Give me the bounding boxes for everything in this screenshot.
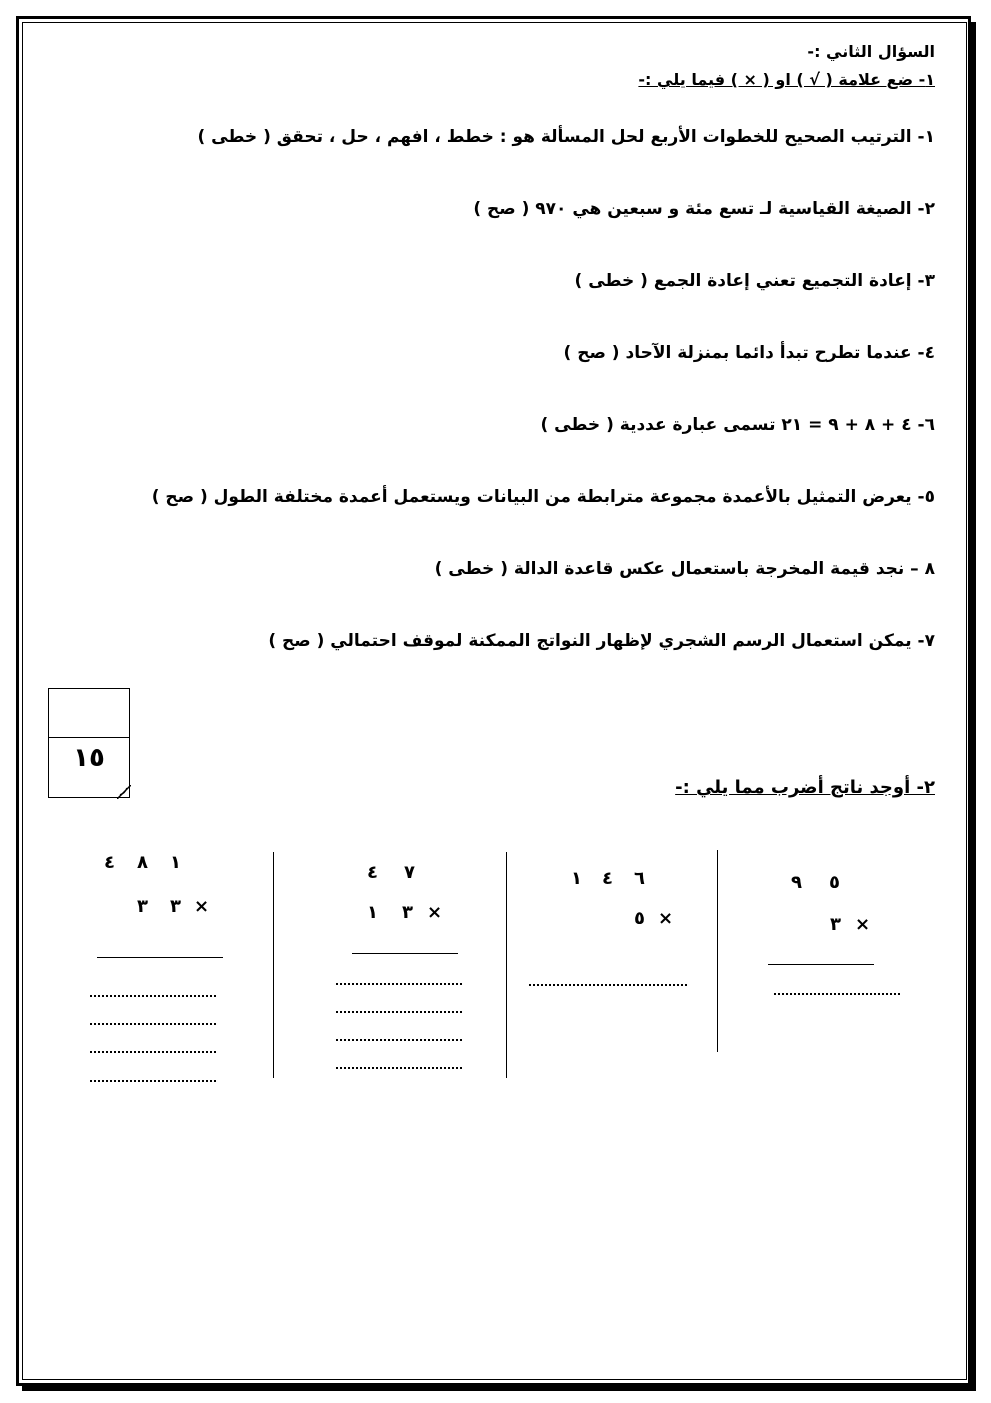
- answer-line: [90, 1080, 216, 1082]
- answer-line: [336, 1011, 462, 1013]
- item-1: ١- الترتيب الصحيح للخطوات الأربع لحل المسألة هو : خطط ، افهم ، حل ، تحقق ( خطى ): [197, 127, 935, 147]
- problem-digit: ٦: [634, 868, 645, 889]
- item-6: ٦- ٤ + ٨ + ٩ = ٢١ تسمى عبارة عددية ( خطى ): [540, 415, 935, 435]
- score-value: ١٥: [73, 743, 105, 773]
- problem-digit: ٣: [170, 896, 181, 917]
- problem-digit: ٥: [829, 872, 840, 893]
- multiply-sign: ×: [855, 914, 871, 935]
- answer-line: [90, 995, 216, 997]
- multiply-sign: ×: [658, 908, 674, 929]
- multiply-sign: ×: [427, 902, 443, 923]
- problem-digit: ٣: [137, 896, 148, 917]
- column-separator: [273, 852, 274, 1078]
- page-frame-inner: [22, 22, 967, 1380]
- problem-digit: ٤: [104, 852, 115, 873]
- answer-line: [529, 984, 687, 986]
- answer-line: [336, 1067, 462, 1069]
- item-4: ٤- عندما تطرح تبدأ دائما بمنزلة الآحاد ( صح ): [563, 343, 935, 363]
- page-shadow-right: [971, 22, 976, 1390]
- question-title: السؤال الثاني :-: [807, 42, 935, 61]
- section2-title: ٢- أوجد ناتج أضرب مما يلي :-: [675, 777, 935, 798]
- score-divider: [49, 737, 129, 738]
- item-5: ٥- يعرض التمثيل بالأعمدة مجموعة مترابطة من البيانات ويستعمل أعمدة مختلفة الطول ( صح ): [151, 487, 935, 507]
- answer-rule: [352, 953, 458, 954]
- problem-digit: ١: [367, 902, 378, 923]
- answer-rule: [97, 957, 223, 958]
- problem-digit: ٨: [137, 852, 148, 873]
- page-shadow-bottom: [22, 1386, 976, 1391]
- problem-digit: ٧: [404, 862, 415, 883]
- item-3: ٣- إعادة التجميع تعني إعادة الجمع ( خطى ): [574, 271, 935, 291]
- item-2: ٢- الصيغة القياسية لـ تسع مئة و سبعين هي ٩٧٠ ( صح ): [473, 199, 935, 219]
- problem-digit: ٤: [602, 868, 613, 889]
- instruction-line: ١- ضع علامة ( √ ) او ( × ) فيما يلي :-: [638, 70, 935, 89]
- answer-line: [90, 1051, 216, 1053]
- answer-line: [336, 1039, 462, 1041]
- item-8: ٨ – نجد قيمة المخرجة باستعمال عكس قاعدة الدالة ( خطى ): [434, 559, 935, 579]
- column-separator: [506, 852, 507, 1078]
- multiply-sign: ×: [194, 896, 210, 917]
- problem-digit: ٤: [367, 862, 378, 883]
- problem-digit: ٣: [830, 914, 841, 935]
- answer-line: [774, 993, 900, 995]
- problem-digit: ٥: [634, 908, 645, 929]
- item-7: ٧- يمكن استعمال الرسم الشجري لإظهار النواتج الممكنة لموقف احتمالي ( صح ): [268, 631, 935, 651]
- problem-digit: ١: [170, 852, 181, 873]
- answer-rule: [768, 964, 874, 965]
- problem-digit: ٩: [791, 872, 802, 893]
- page-curl-icon: [117, 785, 131, 799]
- answer-line: [336, 983, 462, 985]
- score-box: [48, 688, 130, 798]
- problem-digit: ١: [571, 868, 582, 889]
- column-separator: [717, 850, 718, 1052]
- answer-line: [90, 1023, 216, 1025]
- problem-digit: ٣: [402, 902, 413, 923]
